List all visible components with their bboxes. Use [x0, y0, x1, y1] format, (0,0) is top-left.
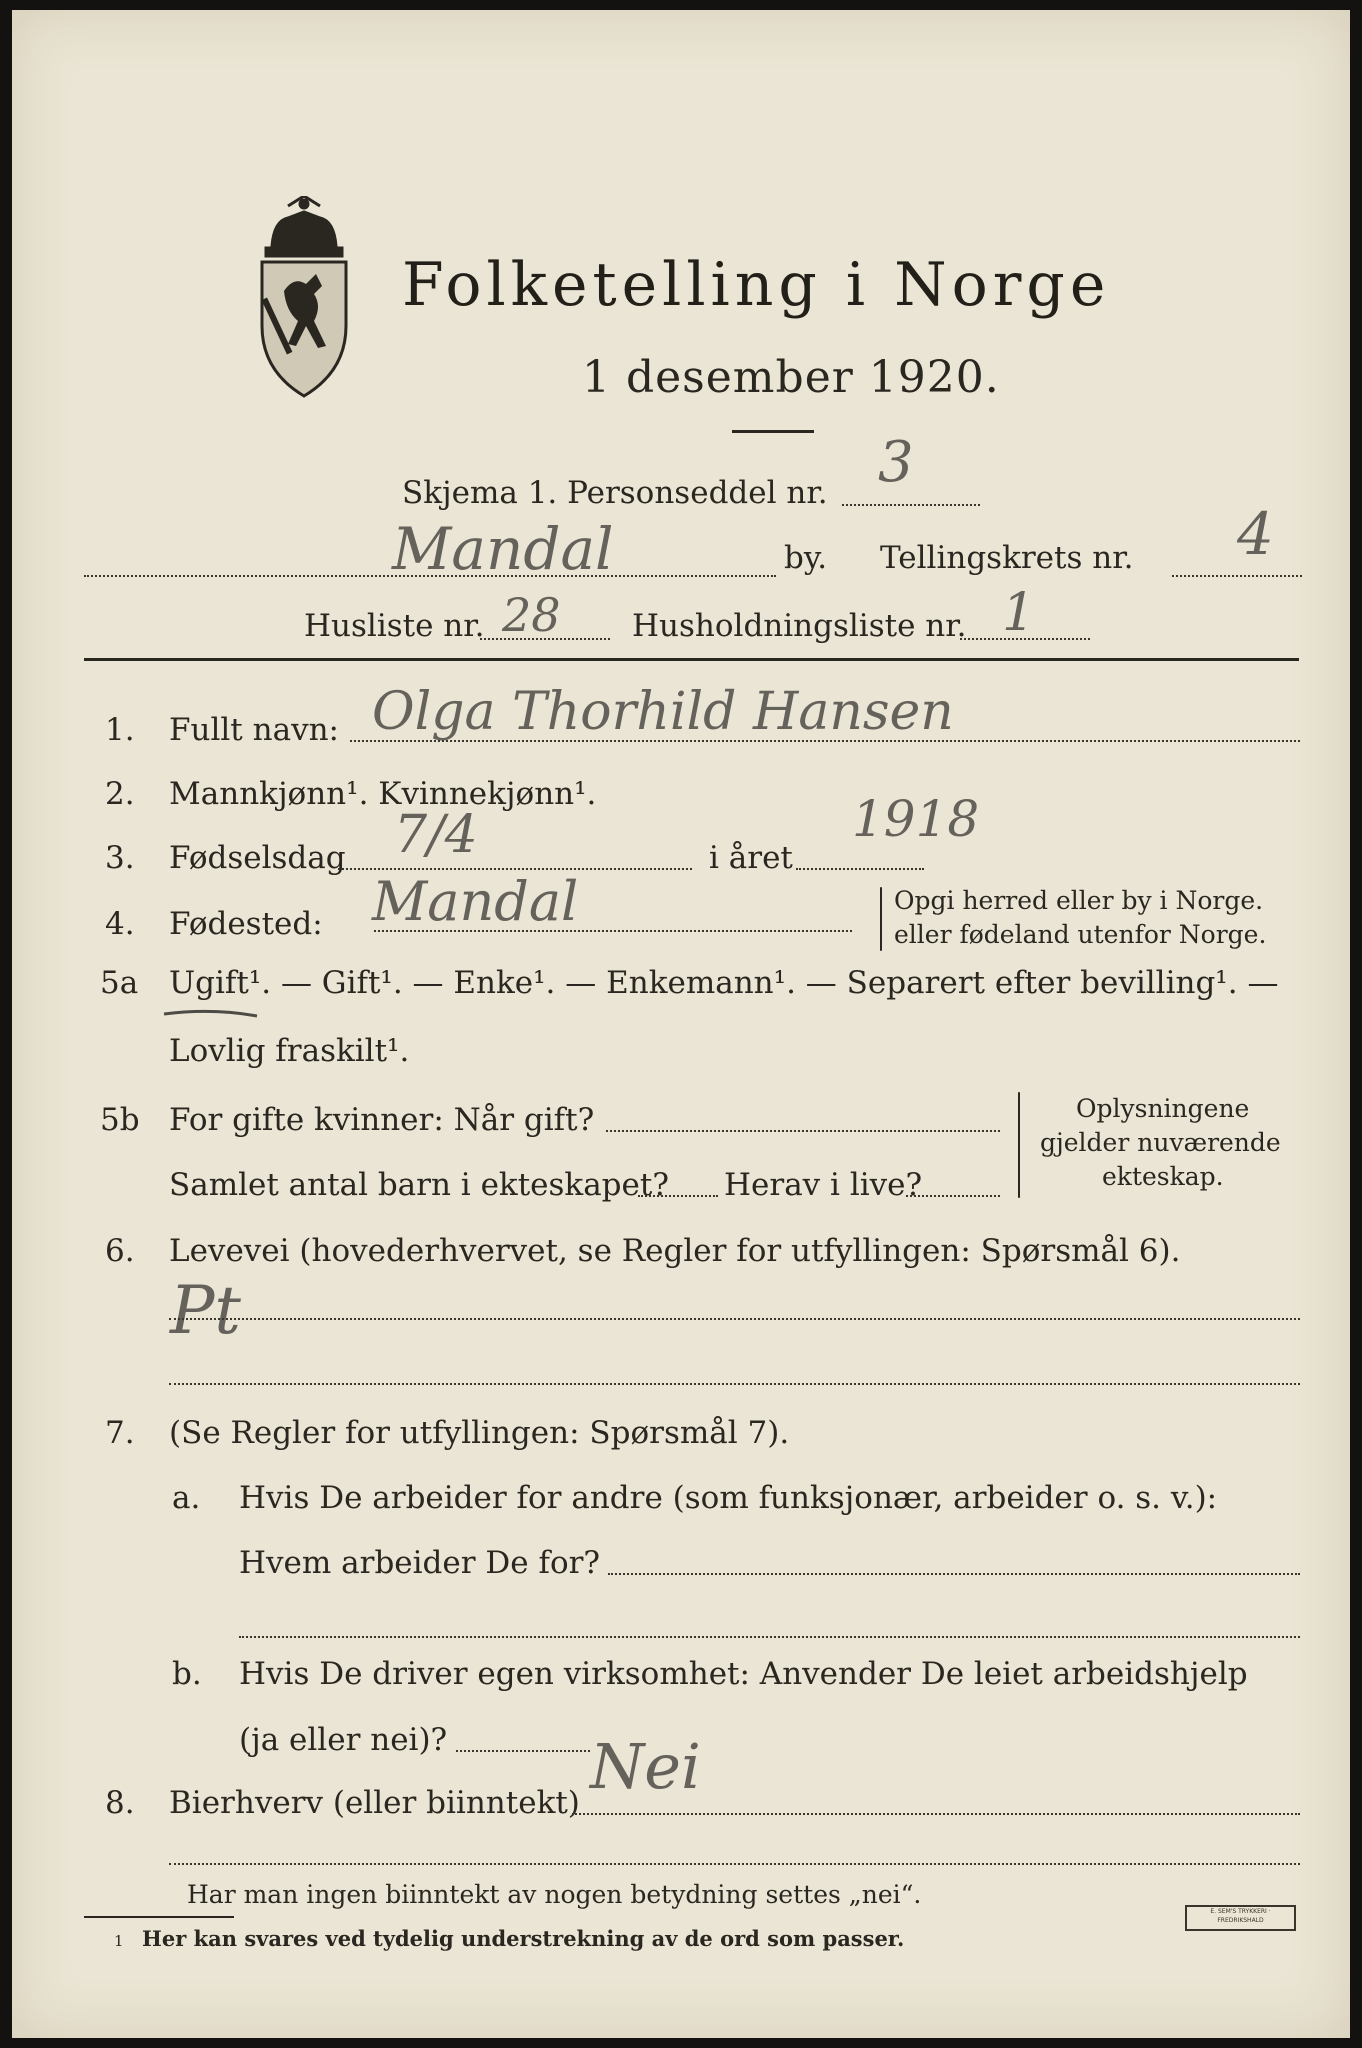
q7b-line: [456, 1750, 590, 1752]
q7b-line1: Hvis De driver egen virksomhet: Anvender De leiet arbeidshjelp: [239, 1656, 1248, 1692]
q8-label: Bierhverv (eller biinntekt): [169, 1785, 580, 1821]
q5b-note-brace: [1018, 1092, 1020, 1198]
q2-label: Mannkjønn¹. Kvinnekjønn¹.: [169, 776, 597, 812]
tellingskrets-value[interactable]: 4: [1237, 500, 1274, 568]
q4-note-line1: Opgi herred eller by i Norge.: [894, 886, 1264, 915]
tellingskrets-label: Tellingskrets nr.: [880, 540, 1134, 576]
skjema-label: Skjema 1. Personseddel nr.: [402, 475, 828, 511]
footnote-mark: 1: [114, 1932, 124, 1950]
q3-label: Fødselsdag: [169, 840, 346, 876]
tellingskrets-line: [1172, 575, 1302, 577]
q5b-note-line2: gjelder nuværende: [1040, 1128, 1281, 1157]
q5b-alive-line: [906, 1195, 1000, 1197]
q8-line1: [572, 1813, 1300, 1815]
q6-label: Levevei (hovederhvervet, se Regler for utfyllingen: Spørsmål 6).: [169, 1233, 1181, 1269]
q8-number: 8.: [105, 1785, 135, 1821]
q5b-label1: For gifte kvinner: Når gift?: [169, 1102, 595, 1138]
footnote-divider: [84, 1916, 234, 1918]
printer-stamp: E. SEM'S TRYKKERI · FREDRIKSHALD: [1185, 1905, 1296, 1931]
title-divider: [732, 430, 814, 433]
q7a-line-b: [239, 1636, 1300, 1638]
footer-note: Har man ingen biinntekt av nogen betydning settes „nei“.: [187, 1880, 922, 1909]
q5a-number: 5a: [100, 965, 139, 1001]
q5b-children-line: [638, 1195, 718, 1197]
husholdningsliste-label: Husholdningsliste nr.: [632, 608, 967, 644]
q5a-line2: Lovlig fraskilt¹.: [169, 1033, 410, 1069]
q3-year-label: i året: [709, 840, 793, 876]
ugift-underline: [162, 1006, 262, 1020]
q8-value[interactable]: Nei: [590, 1730, 701, 1803]
q1-value[interactable]: Olga Thorhild Hansen: [372, 682, 954, 742]
q3-number: 3.: [105, 840, 135, 876]
q7a-line-a: [608, 1573, 1300, 1575]
q8-line2: [169, 1863, 1300, 1865]
q5b-married-line: [606, 1130, 1000, 1132]
personseddel-line: [842, 504, 980, 506]
q7b-number: b.: [172, 1656, 202, 1692]
husliste-label: Husliste nr.: [304, 608, 485, 644]
q4-label: Fødested:: [169, 906, 323, 942]
q6-value[interactable]: Pt: [170, 1272, 241, 1349]
form-title: Folketelling i Norge: [402, 250, 1111, 320]
q6-line1: [169, 1318, 1300, 1320]
husholdningsliste-value[interactable]: 1: [1002, 583, 1036, 643]
q4-number: 4.: [105, 906, 135, 942]
q4-note-line2: eller fødeland utenfor Norge.: [894, 920, 1267, 949]
norwegian-coat-of-arms-icon: [244, 196, 364, 401]
q7b-line2: (ja eller nei)?: [239, 1722, 448, 1758]
town-value[interactable]: Mandal: [392, 515, 614, 583]
q5b-number: 5b: [100, 1102, 140, 1138]
q6-number: 6.: [105, 1233, 135, 1269]
q7-label: (Se Regler for utfyllingen: Spørsmål 7).: [169, 1415, 790, 1451]
husliste-value[interactable]: 28: [502, 588, 561, 642]
footnote-text: Her kan svares ved tydelig understrekning av de ord som passer.: [142, 1926, 905, 1951]
q5a-line1: Ugift¹. — Gift¹. — Enke¹. — Enkemann¹. — Separert efter bevilling¹. —: [169, 965, 1279, 1001]
q7a-number: a.: [172, 1480, 201, 1516]
q5b-note-line3: ekteskap.: [1102, 1162, 1224, 1191]
q4-value[interactable]: Mandal: [372, 870, 579, 933]
q5b-label3: Herav i live?: [724, 1167, 923, 1203]
census-form: [12, 10, 1350, 2038]
q3-year-value[interactable]: 1918: [852, 790, 980, 848]
q6-line2: [169, 1383, 1300, 1385]
q5b-note-line1: Oplysningene: [1076, 1094, 1250, 1123]
q4-note-brace: [880, 887, 882, 951]
q7a-line1: Hvis De arbeider for andre (som funksjonær, arbeider o. s. v.):: [239, 1480, 1218, 1516]
q7a-line2: Hvem arbeider De for?: [239, 1545, 601, 1581]
form-date: 1 desember 1920.: [582, 352, 1000, 403]
q3-value[interactable]: 7/4: [394, 805, 478, 865]
q7-number: 7.: [105, 1415, 135, 1451]
q1-label: Fullt navn:: [169, 712, 339, 748]
personseddel-value[interactable]: 3: [878, 430, 914, 495]
q3-year-line: [796, 868, 924, 870]
q2-number: 2.: [105, 776, 135, 812]
by-label: by.: [784, 540, 828, 576]
q1-number: 1.: [105, 712, 135, 748]
header-divider: [84, 658, 1299, 661]
q5b-label2: Samlet antal barn i ekteskapet?: [169, 1167, 669, 1203]
